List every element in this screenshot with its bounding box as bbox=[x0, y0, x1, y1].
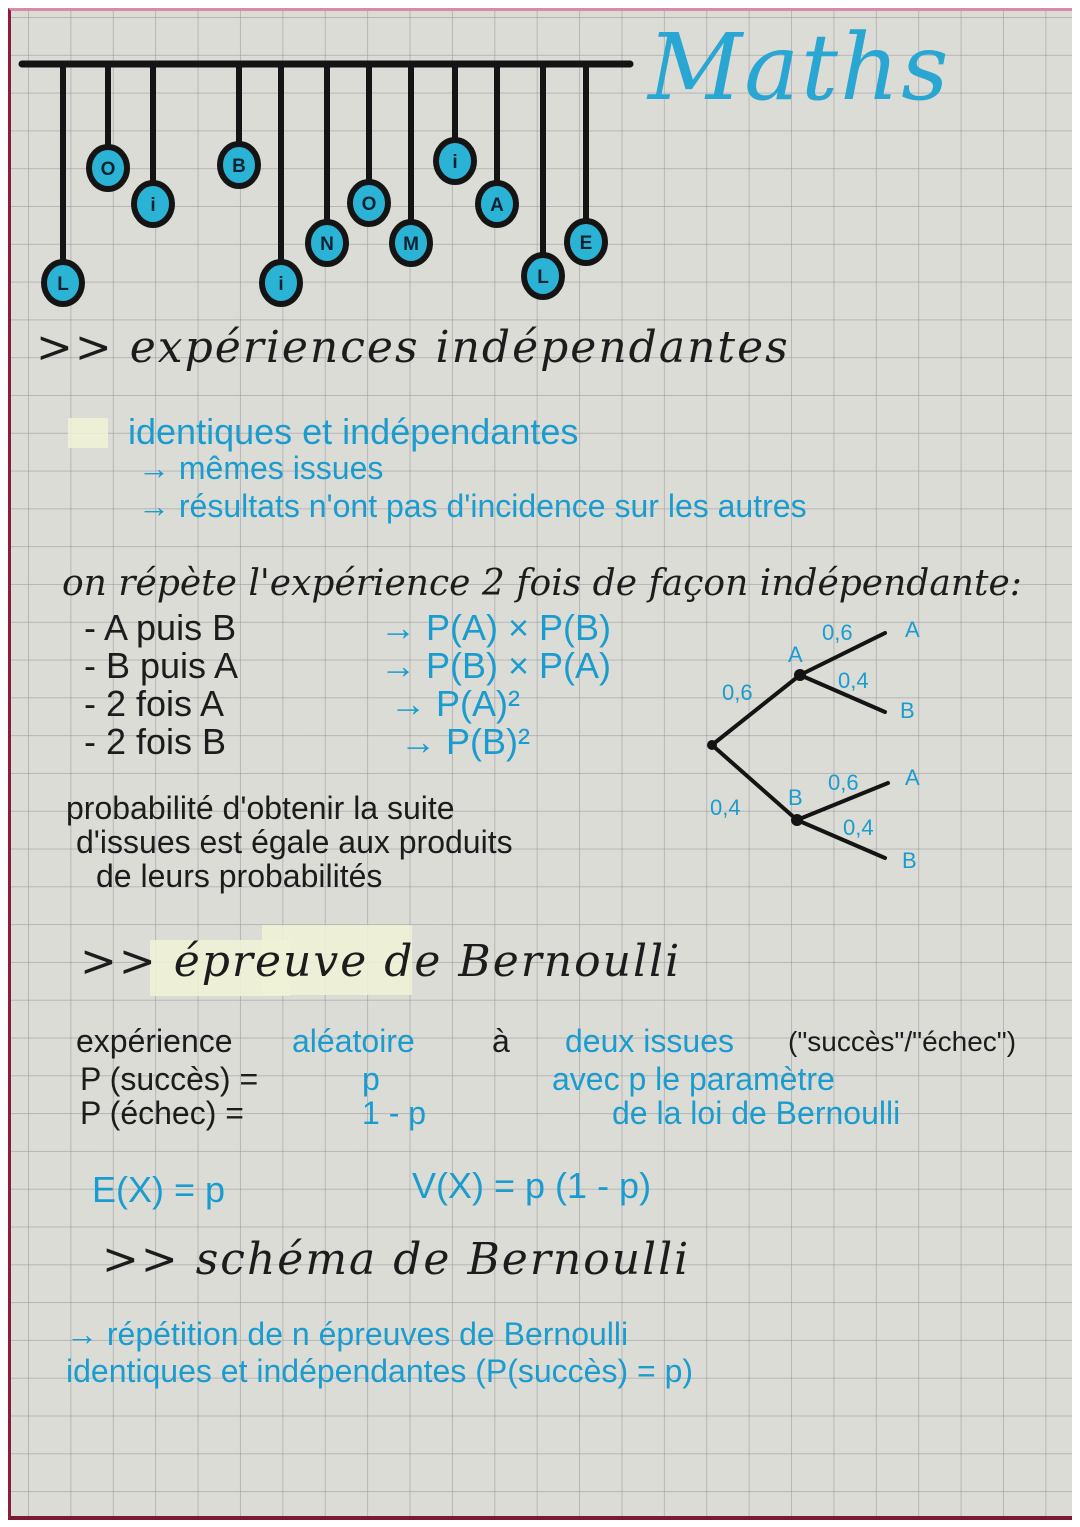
bead-letter: O bbox=[100, 159, 116, 180]
bead-letter: B bbox=[232, 156, 246, 177]
definition-word: deux issues bbox=[565, 1023, 734, 1059]
scheme-line: identiques et indépendantes (P(succès) = p) bbox=[66, 1353, 694, 1389]
page-title: Maths bbox=[648, 14, 951, 121]
case-formula: → P(A) × P(B) bbox=[380, 607, 612, 648]
case-label: - A puis B bbox=[84, 607, 237, 648]
parameter-note: de la loi de Bernoulli bbox=[612, 1095, 901, 1131]
section-heading-independent-experiments: >> expériences indépendantes bbox=[36, 322, 790, 373]
note-line: → mêmes issues bbox=[138, 450, 384, 486]
intro-line: on répète l'expérience 2 fois de façon indépendante: bbox=[62, 563, 1022, 604]
bead-letter: M bbox=[403, 234, 419, 255]
case-label: - 2 fois B bbox=[84, 721, 227, 762]
tree-label: 0,4 bbox=[843, 815, 874, 840]
conclusion-line: d'issues est égale aux produits bbox=[76, 824, 513, 860]
tree-label: A bbox=[905, 617, 920, 642]
bead-letter: i bbox=[150, 195, 156, 216]
variance-formula: V(X) = p (1 - p) bbox=[412, 1165, 652, 1206]
tree-label: A bbox=[788, 642, 803, 667]
success-label: P (succès) = bbox=[80, 1061, 259, 1097]
tree-label: B bbox=[788, 785, 803, 810]
bead-letter: A bbox=[490, 195, 504, 216]
failure-label: P (échec) = bbox=[80, 1095, 244, 1131]
expectation-formula: E(X) = p bbox=[92, 1169, 226, 1210]
conclusion-line: probabilité d'obtenir la suite bbox=[66, 790, 455, 826]
scheme-line: → répétition de n épreuves de Bernoulli bbox=[66, 1316, 629, 1352]
case-formula: → P(B) × P(A) bbox=[380, 645, 612, 686]
definition-word: ("succès"/"échec") bbox=[788, 1026, 1017, 1057]
case-label: - 2 fois A bbox=[84, 683, 225, 724]
tree-label: B bbox=[902, 848, 917, 873]
bead-letter: L bbox=[537, 267, 549, 288]
section-heading-bernoulli-scheme: >> schéma de Bernoulli bbox=[102, 1234, 691, 1285]
parameter-note: avec p le paramètre bbox=[552, 1061, 835, 1097]
definition-word: à bbox=[492, 1023, 510, 1059]
note-line: identiques et indépendantes bbox=[128, 411, 579, 452]
bead-letter: O bbox=[361, 194, 377, 215]
definition-word: expérience bbox=[76, 1023, 233, 1059]
bead-letter: L bbox=[57, 274, 69, 295]
section-heading-bernoulli-trial: >> épreuve de Bernoulli bbox=[80, 936, 682, 987]
bead-letter: E bbox=[579, 233, 593, 254]
case-formula: → P(A)² bbox=[390, 683, 520, 724]
note-line: → résultats n'ont pas d'incidence sur les autres bbox=[138, 488, 807, 524]
failure-value: 1 - p bbox=[362, 1095, 427, 1131]
tree-label: A bbox=[905, 765, 920, 790]
tree-label: 0,6 bbox=[828, 770, 859, 795]
case-formula: → P(B)² bbox=[400, 721, 530, 762]
tree-label: 0,6 bbox=[722, 680, 753, 705]
bead-letter: i bbox=[278, 274, 284, 295]
definition-word: aléatoire bbox=[292, 1023, 415, 1059]
tree-label: 0,6 bbox=[822, 620, 853, 645]
bead-letter: i bbox=[452, 152, 458, 173]
conclusion-line: de leurs probabilités bbox=[96, 858, 383, 894]
bead-letter: N bbox=[320, 234, 334, 255]
success-value: p bbox=[362, 1061, 380, 1097]
tree-label: 0,4 bbox=[838, 668, 869, 693]
tree-label: B bbox=[900, 698, 915, 723]
tree-label: 0,4 bbox=[710, 795, 741, 820]
case-label: - B puis A bbox=[84, 645, 239, 686]
